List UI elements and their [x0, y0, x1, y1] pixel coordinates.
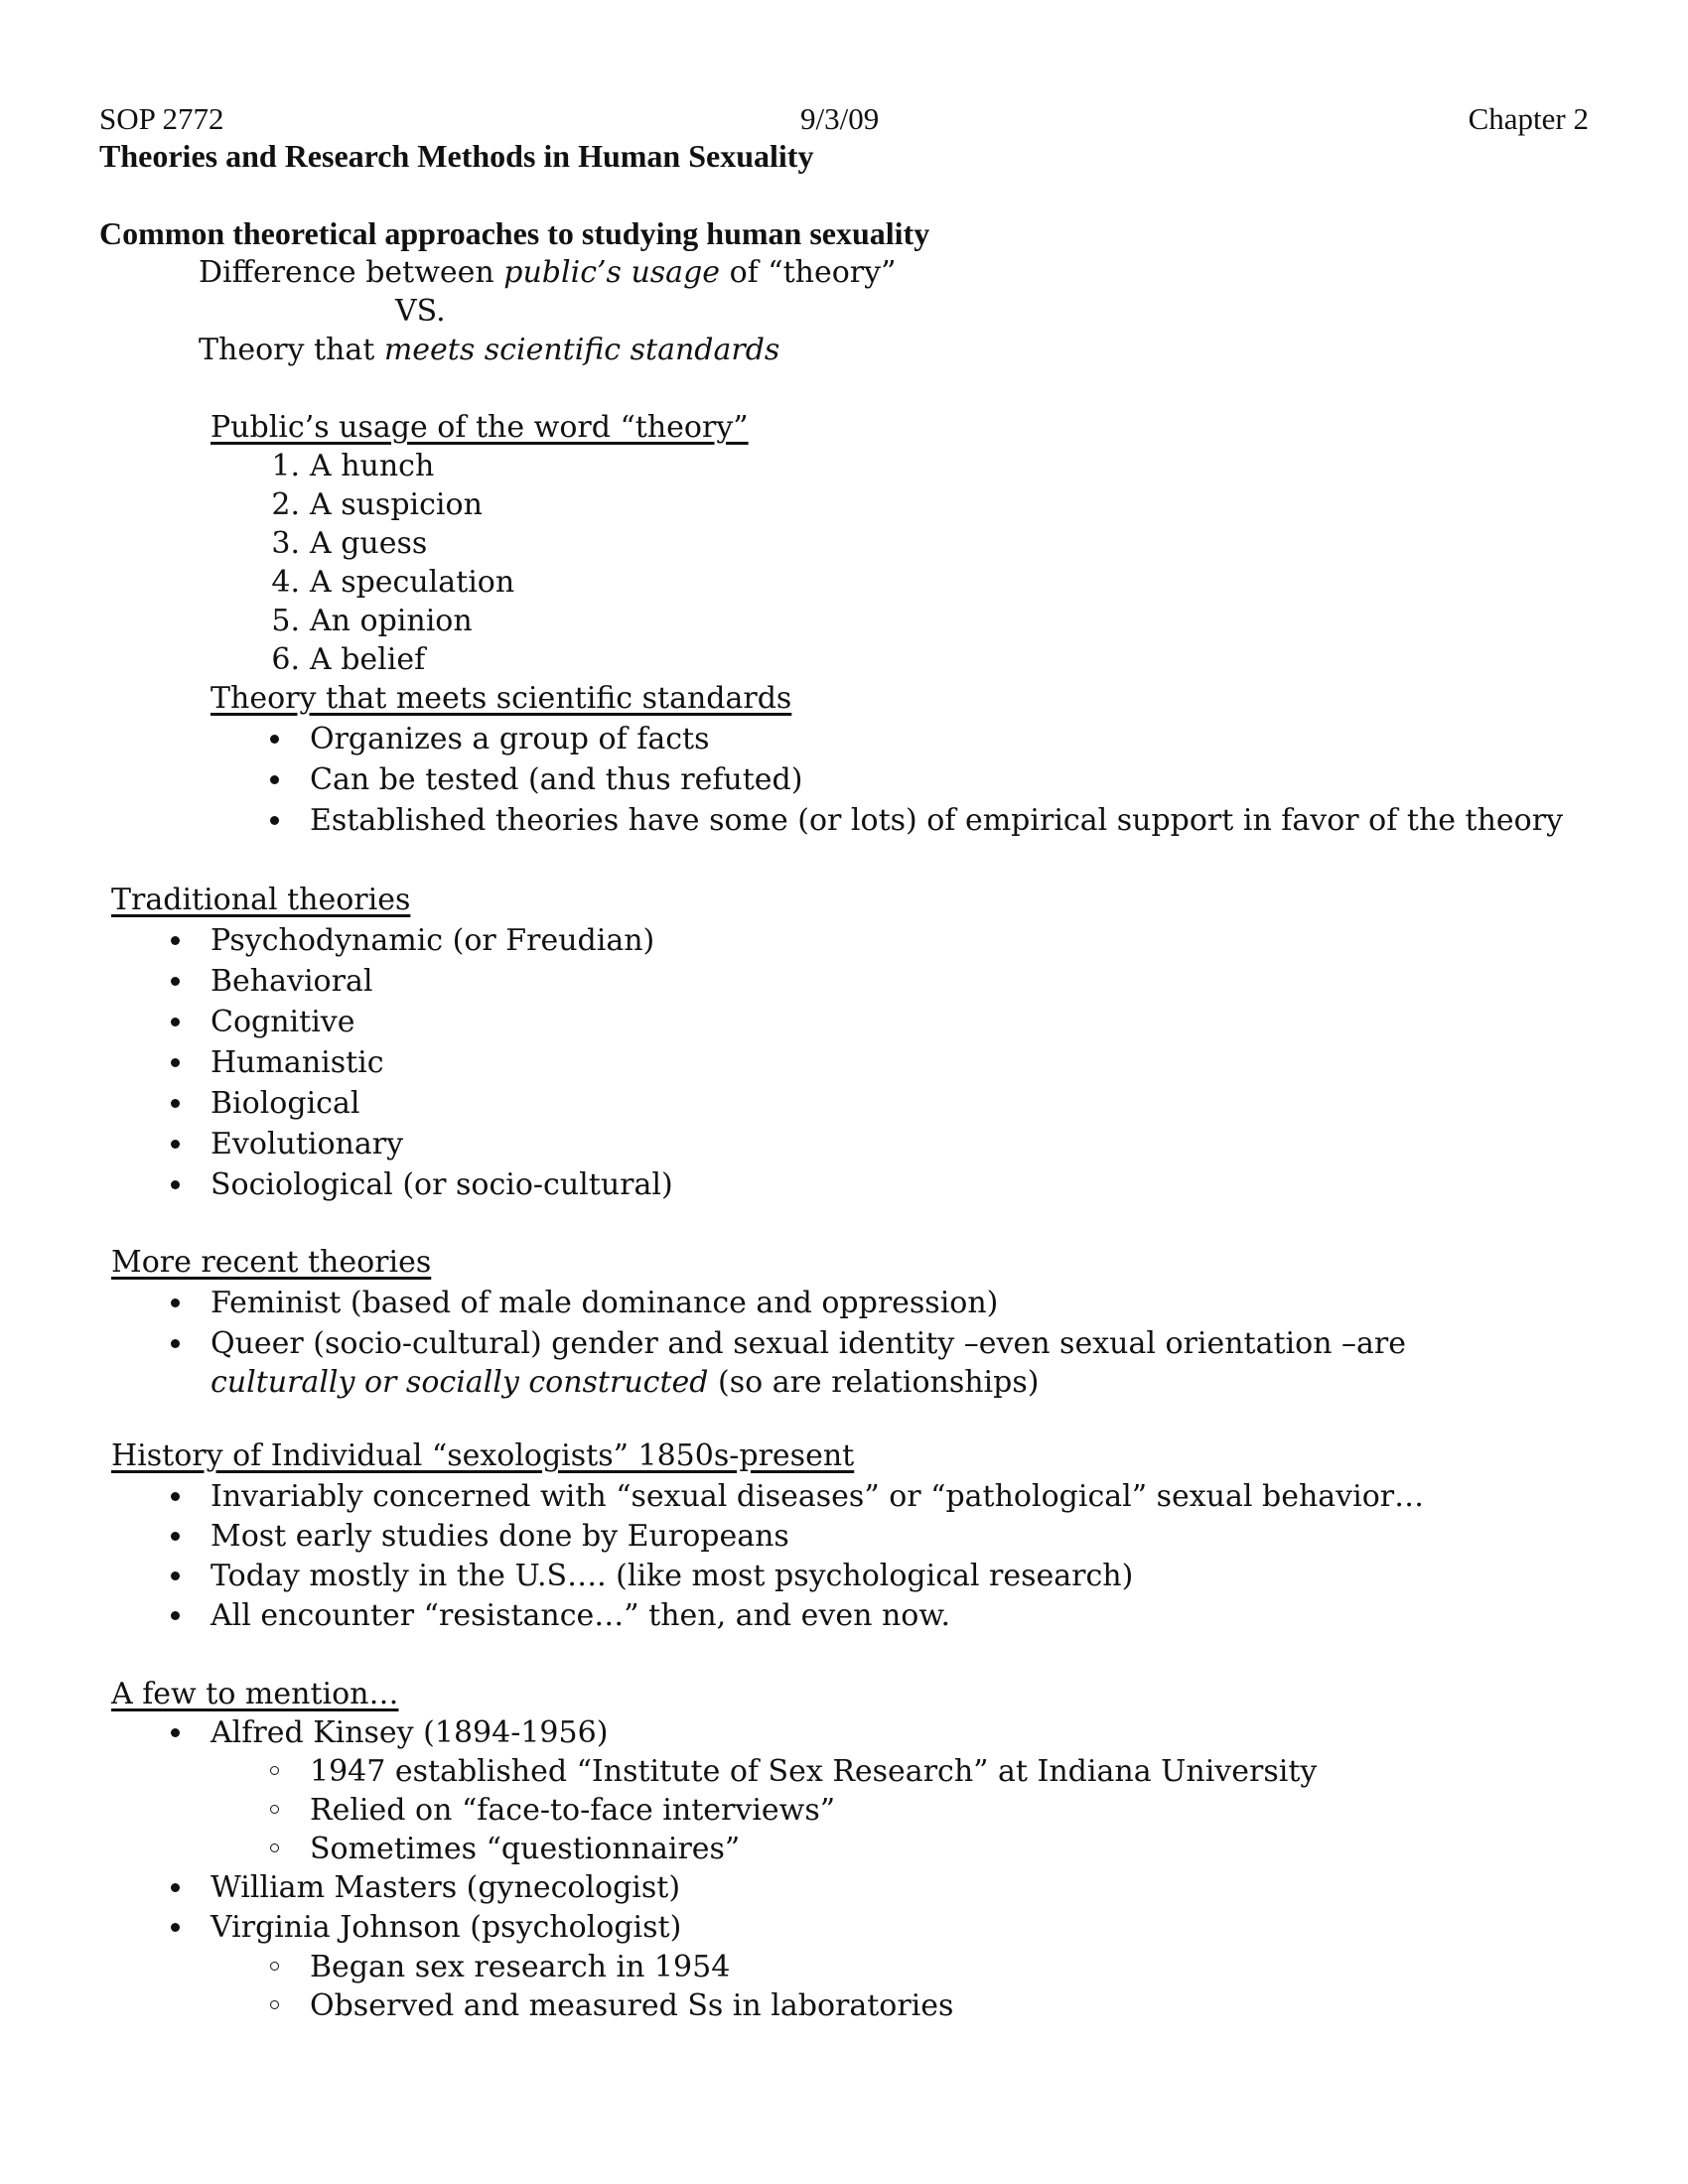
list-item: Can be tested (and thus refuted) — [211, 760, 1563, 801]
bullet-icon — [270, 735, 279, 744]
bullet-icon — [171, 1058, 180, 1067]
history-list — [111, 1477, 1424, 1636]
list-item: Alfred Kinsey (1894-1956) — [111, 1713, 608, 1752]
circle-bullet-icon — [270, 1843, 279, 1852]
mention-heading: A few to mention… — [111, 1677, 399, 1711]
bullet-icon — [171, 1883, 180, 1892]
list-item: 5. An opinion — [271, 604, 473, 638]
bullet-icon — [171, 1180, 180, 1189]
circle-bullet-icon — [270, 1962, 279, 1971]
versus-label: VS. — [395, 294, 446, 329]
traditional-theories-heading: Traditional theories — [111, 883, 411, 917]
chapter-label: Chapter 2 — [1468, 101, 1589, 136]
recent-theories-heading: More recent theories — [111, 1245, 432, 1280]
bullet-icon — [270, 816, 279, 825]
public-usage-list — [211, 447, 514, 679]
difference-text: Difference between — [199, 255, 504, 290]
bullet-icon — [171, 1611, 180, 1620]
list-item: Invariably concerned with “sexual diseases” or “pathological” sexual behavior… — [111, 1477, 1424, 1517]
scientific-line — [199, 331, 779, 369]
bullet-icon — [171, 936, 180, 945]
circle-bullet-icon — [270, 1766, 279, 1775]
list-item: Feminist (based of male dominance and oppression) — [111, 1284, 1531, 1324]
circle-bullet-icon — [270, 2000, 279, 2009]
difference-text-end: of “theory” — [720, 255, 897, 290]
bullet-icon — [171, 977, 180, 986]
circle-bullet-icon — [270, 1805, 279, 1814]
list-item: 3. A guess — [271, 526, 428, 561]
bullet-icon — [171, 1571, 180, 1580]
list-item: All encounter “resistance…” then, and even now. — [111, 1596, 1424, 1636]
list-item: 1. A hunch — [271, 449, 435, 483]
document-title: Theories and Research Methods in Human Sexuality — [99, 138, 814, 174]
bullet-icon — [171, 1728, 180, 1737]
list-item: Sociological (or socio-cultural) — [111, 1165, 673, 1206]
bullet-icon — [171, 1099, 180, 1108]
traditional-theories-list — [111, 921, 673, 1206]
public-usage-heading: Public’s usage of the word “theory” — [211, 410, 749, 445]
bullet-icon — [270, 775, 279, 784]
list-item: Most early studies done by Europeans — [111, 1517, 1424, 1557]
list-item: William Masters (gynecologist) — [111, 1868, 681, 1908]
list-item: Relied on “face-to-face interviews” — [211, 1791, 1317, 1830]
bullet-icon — [171, 1140, 180, 1149]
scientific-text: Theory that — [199, 333, 384, 367]
course-code: SOP 2772 — [99, 101, 224, 136]
bullet-icon — [171, 1923, 180, 1932]
list-item: Today mostly in the U.S…. (like most psychological research) — [111, 1557, 1424, 1596]
johnson-sublist — [211, 1948, 953, 2025]
history-heading: History of Individual “sexologists” 1850s-present — [111, 1438, 855, 1473]
list-item: Organizes a group of facts — [211, 720, 1563, 760]
difference-emphasis: public’s usage — [503, 255, 721, 290]
list-item: Virginia Johnson (psychologist) — [111, 1908, 681, 1948]
list-item: 6. A belief — [271, 642, 426, 677]
list-item: Behavioral — [111, 962, 673, 1003]
section-heading: Common theoretical approaches to studying human sexuality — [99, 215, 930, 251]
mention-list-kinsey — [111, 1713, 608, 1752]
kinsey-sublist — [211, 1752, 1317, 1868]
scientific-standards-list — [211, 720, 1563, 842]
scientific-standards-heading: Theory that meets scientific standards — [211, 681, 792, 716]
scientific-emphasis: meets scientific standards — [383, 333, 780, 367]
bullet-icon — [171, 1532, 180, 1541]
list-item: Psychodynamic (or Freudian) — [111, 921, 673, 962]
list-item: Evolutionary — [111, 1125, 673, 1165]
list-item: 4. A speculation — [271, 565, 515, 600]
bullet-icon — [171, 1298, 180, 1307]
bullet-icon — [171, 1492, 180, 1501]
mention-list-masters-johnson — [111, 1868, 681, 1948]
bullet-icon — [171, 1339, 180, 1348]
recent-theories-list — [111, 1284, 1531, 1404]
list-item: Humanistic — [111, 1043, 673, 1084]
list-item: Began sex research in 1954 — [211, 1948, 953, 1986]
list-item: Biological — [111, 1084, 673, 1125]
list-item: Observed and measured Ss in laboratories — [211, 1986, 953, 2025]
list-item: Established theories have some (or lots) of empirical support in favor of the theory — [211, 801, 1563, 842]
list-item: 2. A suspicion — [271, 487, 483, 522]
difference-line — [199, 253, 896, 292]
list-item: 1947 established “Institute of Sex Research” at Indiana University — [211, 1752, 1317, 1791]
list-item: Sometimes “questionnaires” — [211, 1830, 1317, 1868]
list-item: Cognitive — [111, 1003, 673, 1043]
page-header — [99, 99, 1589, 141]
bullet-icon — [171, 1018, 180, 1026]
list-item: Queer (socio-cultural) gender and sexual identity –even sexual orientation –are culturally or socially constructed (so are relationships) — [111, 1324, 1531, 1404]
lecture-date: 9/3/09 — [800, 101, 880, 136]
